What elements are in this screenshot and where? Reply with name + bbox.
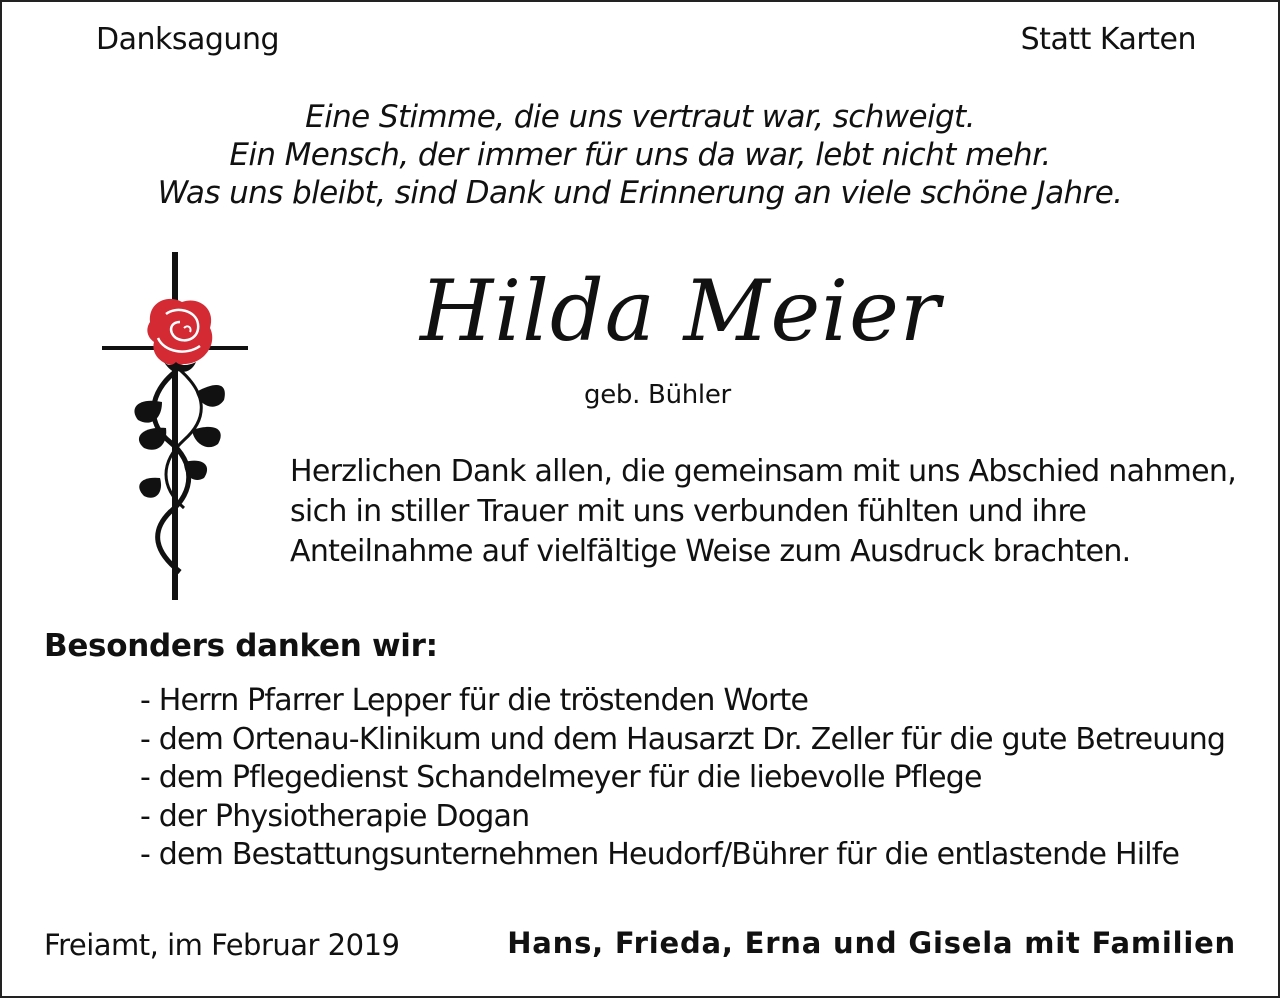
- special-thanks-list: [140, 682, 1225, 875]
- thanks-line: Herzlichen Dank allen, die gemeinsam mit uns Abschied nahmen,: [290, 454, 1237, 489]
- poem: [0, 98, 1280, 212]
- thanks-line: Anteilnahme auf vielfältige Weise zum Ausdruck brachten.: [290, 534, 1131, 569]
- list-item: - der Physiotherapie Dogan: [140, 798, 530, 834]
- header-subtitle: Statt Karten: [1020, 22, 1196, 57]
- list-item: - dem Bestattungsunternehmen Heudorf/Bührer für die entlastende Hilfe: [140, 837, 1180, 872]
- poem-line: Ein Mensch, der immer für uns da war, lebt nicht mehr.: [229, 137, 1051, 173]
- list-item: - Herrn Pfarrer Lepper für die tröstenden Worte: [140, 683, 809, 718]
- family-signature: Hans, Frieda, Erna und Gisela mit Familien: [507, 926, 1236, 960]
- thanks-paragraph: [290, 452, 1236, 572]
- poem-line: Was uns bleibt, sind Dank und Erinnerung an viele schöne Jahre.: [157, 175, 1123, 211]
- thanks-line: sich in stiller Trauer mit uns verbunden fühlten und ihre: [290, 494, 1087, 529]
- header-title: Danksagung: [96, 22, 279, 57]
- deceased-name: Hilda Meier: [420, 262, 941, 360]
- cross-with-rose-icon: [100, 252, 250, 602]
- list-item: - dem Pflegedienst Schandelmeyer für die liebevolle Pflege: [140, 760, 982, 795]
- list-item: - dem Ortenau-Klinikum und dem Hausarzt Dr. Zeller für die gute Betreuung: [140, 721, 1226, 757]
- poem-line: Eine Stimme, die uns vertraut war, schweigt.: [305, 99, 975, 135]
- place-date: Freiamt, im Februar 2019: [44, 928, 400, 962]
- special-thanks-heading: Besonders danken wir:: [44, 628, 438, 664]
- birth-name: geb. Bühler: [584, 380, 731, 410]
